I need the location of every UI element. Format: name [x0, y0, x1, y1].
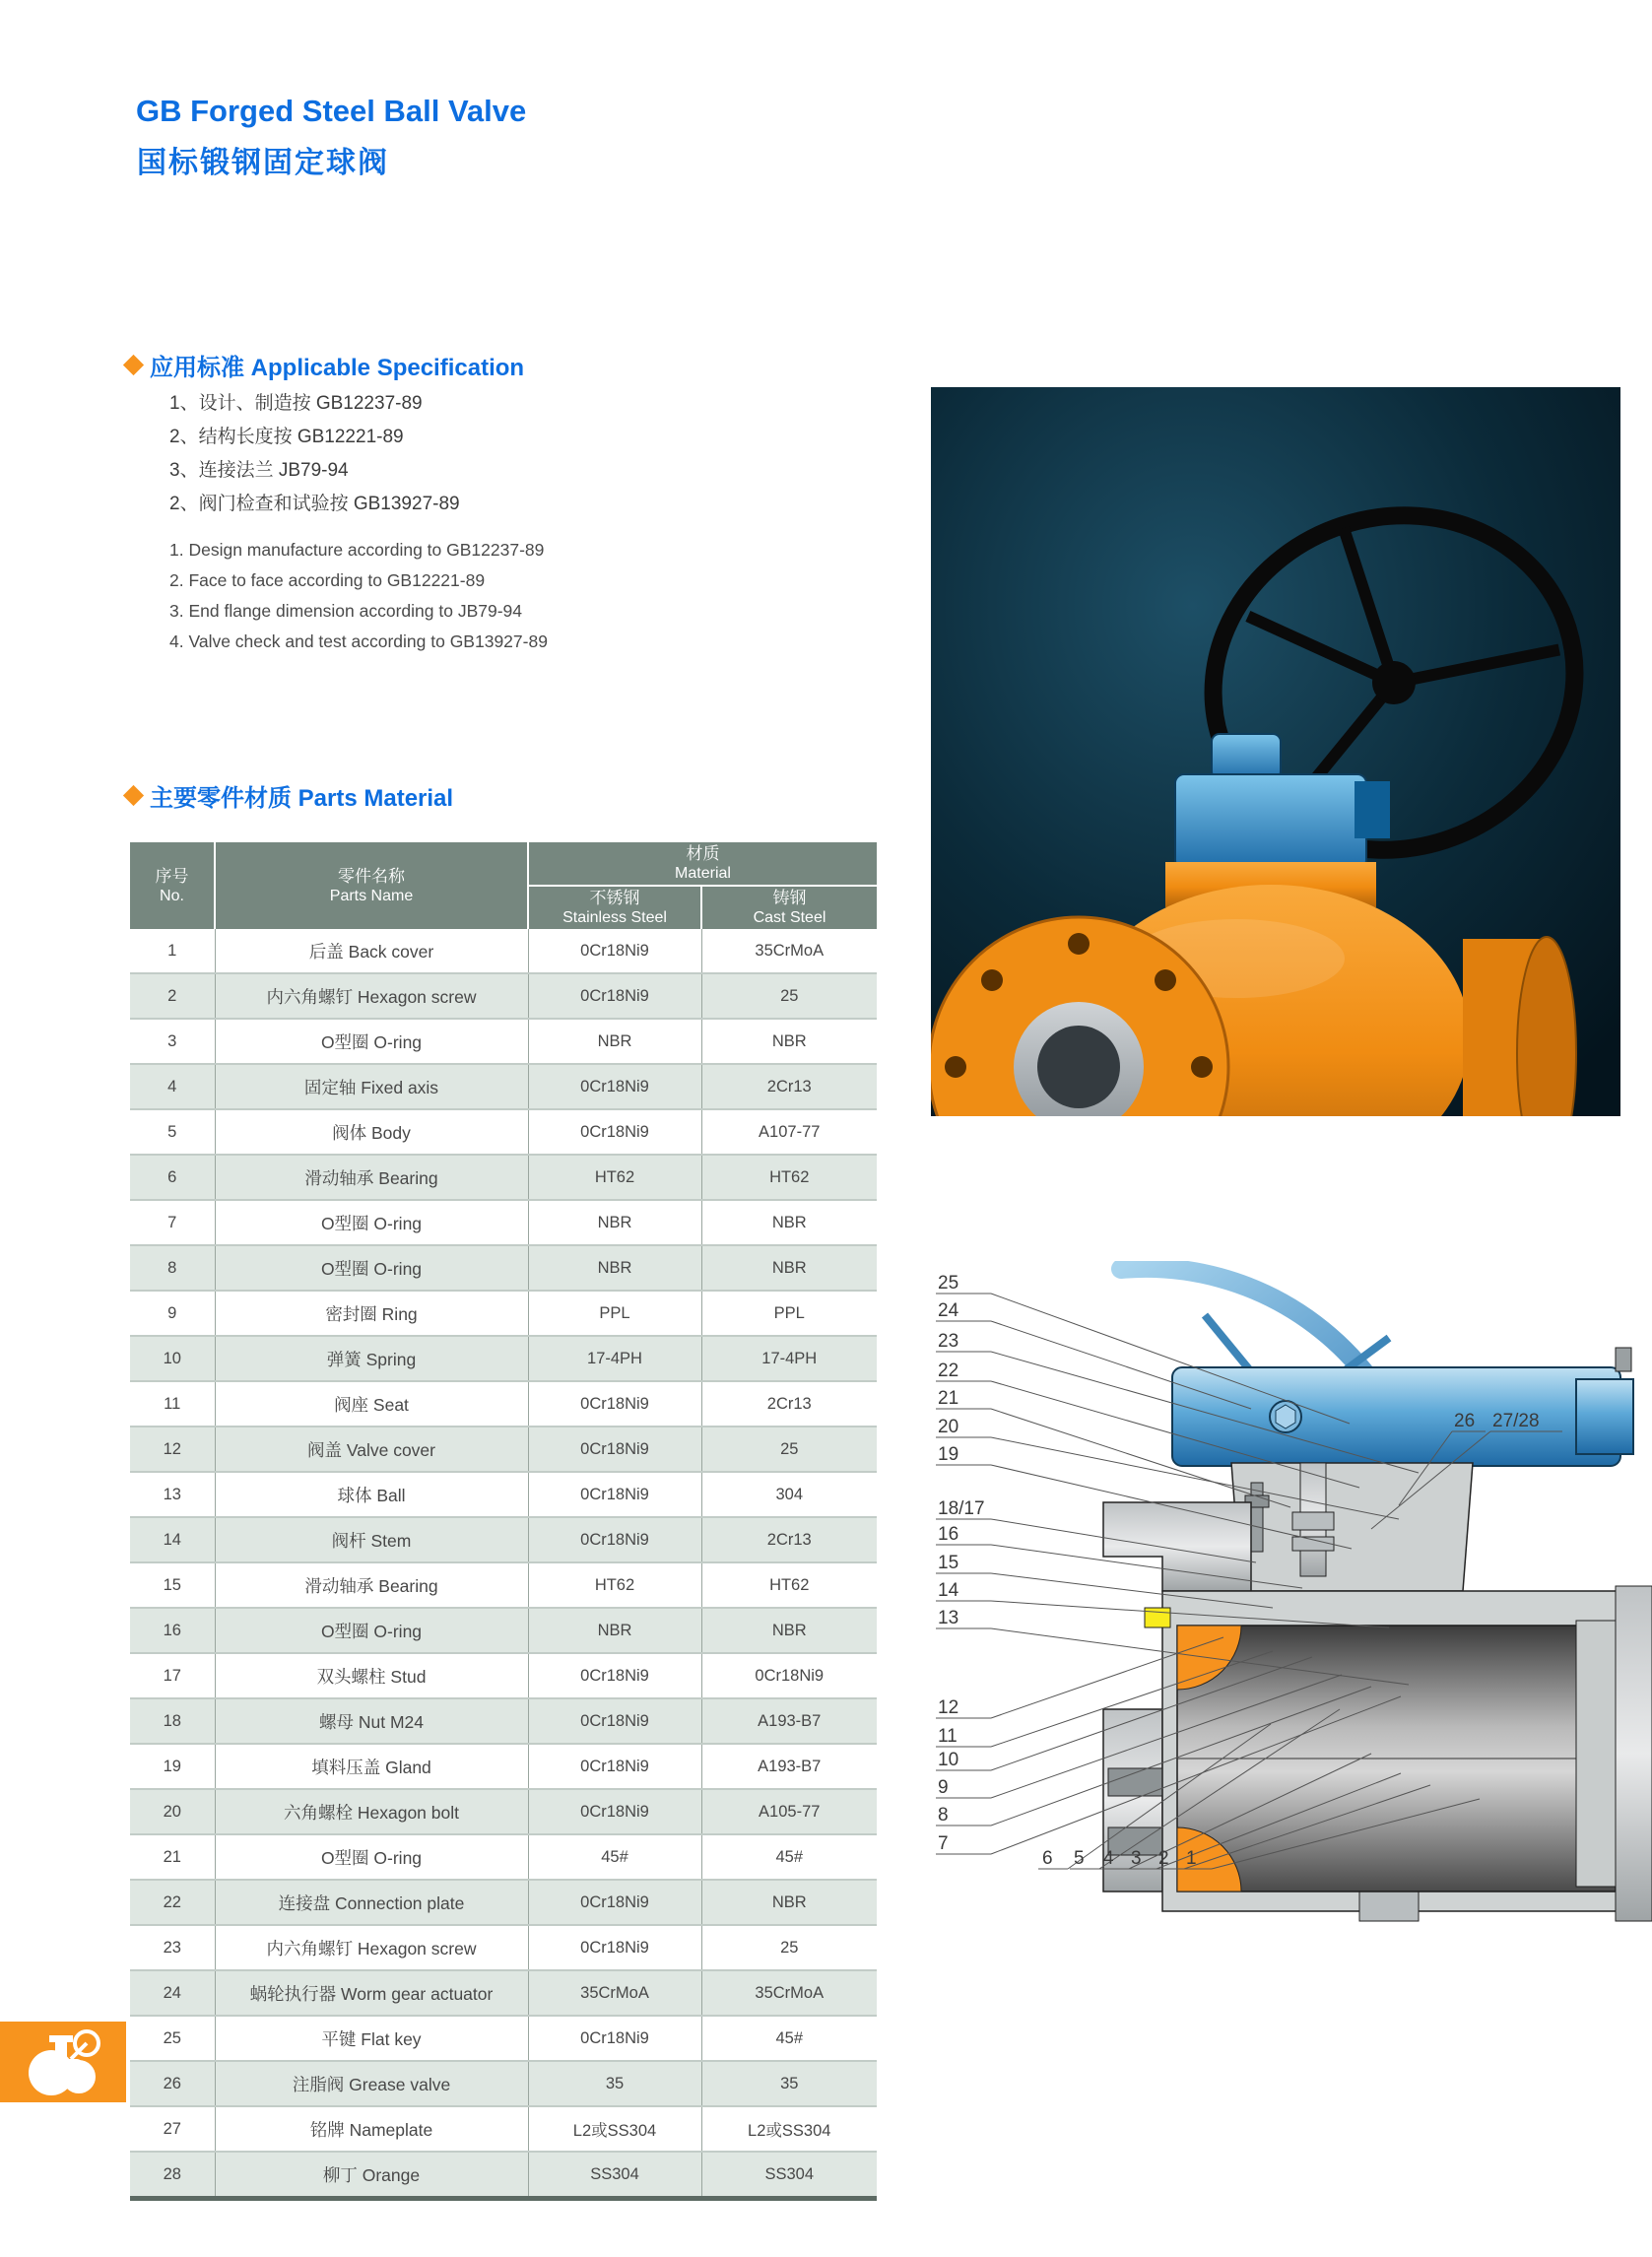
part-no: 16 — [130, 1608, 215, 1653]
table-row — [130, 1970, 877, 2016]
callout-label: 27/28 — [1492, 1411, 1540, 1431]
table-row — [130, 1517, 877, 1562]
callout-label: 18/17 — [938, 1498, 985, 1519]
parts-material-table — [130, 842, 877, 2201]
part-material-cast: 2Cr13 — [701, 1064, 877, 1109]
part-material-stainless: 0Cr18Ni9 — [528, 1925, 701, 1970]
table-row — [130, 2106, 877, 2152]
part-no: 14 — [130, 1517, 215, 1562]
part-material-cast: HT62 — [701, 1562, 877, 1608]
part-material-cast: 25 — [701, 973, 877, 1019]
diamond-bullet-icon — [123, 785, 144, 806]
callout-label: 3 — [1131, 1848, 1142, 1869]
spec-item-zh: 1、设计、制造按 GB12237-89 — [169, 393, 423, 414]
callout-label: 22 — [938, 1361, 959, 1381]
callout-label: 6 — [1042, 1848, 1053, 1869]
part-no: 25 — [130, 2016, 215, 2061]
callout-label: 10 — [938, 1750, 959, 1770]
table-row — [130, 1336, 877, 1381]
table-row — [130, 1019, 877, 1064]
callout-label: 21 — [938, 1388, 959, 1409]
table-row — [130, 2152, 877, 2199]
part-name: 滑动轴承 Bearing — [215, 1155, 528, 1200]
part-no: 22 — [130, 1880, 215, 1925]
part-material-cast: 35CrMoA — [755, 941, 825, 960]
part-name: O型圈 O-ring — [215, 1608, 528, 1653]
part-material-stainless: NBR — [528, 1019, 701, 1064]
part-name: 阀体 Body — [215, 1109, 528, 1155]
part-material-cast: 304 — [701, 1472, 877, 1517]
part-no: 20 — [130, 1789, 215, 1834]
parts-section-heading — [126, 778, 453, 813]
page-title: GB Forged Steel Ball Valve — [136, 94, 527, 128]
part-name: 蜗轮执行器 Worm gear actuator — [215, 1970, 528, 2016]
spec-list-chinese — [169, 387, 460, 521]
part-material-stainless: 45# — [528, 1834, 701, 1880]
col-header-stainless-steel: 不锈钢 Stainless Steel — [528, 886, 701, 929]
part-material-cast: 0Cr18Ni9 — [701, 1653, 877, 1698]
part-material-cast: 17-4PH — [701, 1336, 877, 1381]
part-material-stainless: NBR — [528, 1200, 701, 1245]
part-no: 2 — [130, 973, 215, 1019]
part-name: O型圈 O-ring — [215, 1834, 528, 1880]
cross-section-diagram — [926, 1261, 1652, 1980]
spec-item-zh: 3、连接法兰 JB79-94 — [169, 460, 349, 481]
part-no: 1 — [130, 929, 215, 973]
parts-section-title: 主要零件材质 Parts Material — [150, 785, 454, 812]
part-material-stainless: NBR — [528, 1245, 701, 1291]
part-material-cast: NBR — [701, 1200, 877, 1245]
diagram-bore — [1177, 1626, 1616, 1892]
part-material-stainless: 0Cr18Ni9 — [528, 1789, 701, 1834]
part-material-cast: NBR — [701, 1245, 877, 1291]
part-no: 9 — [130, 1291, 215, 1336]
col-header-parts-name: 零件名称 Parts Name — [215, 842, 528, 929]
part-name: 球体 Ball — [215, 1472, 528, 1517]
spec-section-heading — [126, 348, 524, 382]
callout-label: 19 — [938, 1444, 959, 1465]
diagram-bonnet — [1231, 1463, 1473, 1591]
part-name: 阀盖 Valve cover — [215, 1427, 528, 1472]
part-material-stainless: 0Cr18Ni9 — [528, 1427, 701, 1472]
col-header-cast-steel: 铸钢 Cast Steel — [701, 886, 877, 929]
callout-label: 4 — [1103, 1848, 1114, 1869]
col-header-no: 序号 No. — [130, 842, 215, 929]
table-row — [130, 1925, 877, 1970]
table-row — [130, 1381, 877, 1427]
table-row — [130, 1608, 877, 1653]
part-material-stainless: 0Cr18Ni9 — [528, 1381, 701, 1427]
part-material-cast: L2或SS304 — [701, 2106, 877, 2152]
part-name: 固定轴 Fixed axis — [215, 1064, 528, 1109]
callout-label: 20 — [938, 1417, 959, 1437]
part-no: 26 — [130, 2061, 215, 2106]
callout-label: 16 — [938, 1524, 959, 1545]
table-row — [130, 1834, 877, 1880]
part-name: 螺母 Nut M24 — [215, 1698, 528, 1744]
part-material-stainless: 0Cr18Ni9 — [528, 1744, 701, 1789]
part-name: 阀座 Seat — [215, 1381, 528, 1427]
spec-item-en: 1. Design manufacture according to GB12237-89 — [169, 540, 545, 560]
company-logo-valve-icon — [0, 2022, 126, 2102]
table-row — [130, 1744, 877, 1789]
spec-section-title: 应用标准 Applicable Specification — [150, 355, 525, 381]
callout-label: 25 — [938, 1273, 959, 1294]
part-material-cast: A193-B7 — [701, 1744, 877, 1789]
callout-label: 11 — [938, 1726, 958, 1747]
part-material-cast: NBR — [701, 1608, 877, 1653]
part-material-stainless: 35CrMoA — [528, 1970, 701, 2016]
callout-label: 2 — [1158, 1848, 1169, 1869]
part-material-stainless: 35 — [528, 2061, 701, 2106]
table-row — [130, 1200, 877, 1245]
part-material-cast: HT62 — [701, 1155, 877, 1200]
callout-label: 26 — [1454, 1411, 1476, 1431]
diamond-bullet-icon — [123, 355, 144, 375]
part-no: 28 — [130, 2152, 215, 2199]
part-name: O型圈 O-ring — [215, 1019, 528, 1064]
callout-label: 8 — [938, 1805, 949, 1826]
part-no: 27 — [130, 2106, 215, 2152]
part-name: 注脂阀 Grease valve — [215, 2061, 528, 2106]
spec-item-zh: 2、结构长度按 GB12221-89 — [169, 427, 404, 447]
table-row — [130, 1155, 877, 1200]
diagram-right-flange — [1576, 1586, 1652, 1921]
part-name: O型圈 O-ring — [215, 1200, 528, 1245]
part-name: 柳丁 Orange — [215, 2152, 528, 2199]
part-material-cast: 2Cr13 — [701, 1517, 877, 1562]
part-material-stainless: 0Cr18Ni9 — [528, 973, 701, 1019]
part-material-stainless: L2或SS304 — [528, 2106, 701, 2152]
table-row — [130, 1291, 877, 1336]
part-name: 内六角螺钉 Hexagon screw — [215, 1925, 528, 1970]
part-no: 23 — [130, 1925, 215, 1970]
callout-label: 5 — [1074, 1848, 1085, 1869]
table-row — [130, 1427, 877, 1472]
spec-item-en: 3. End flange dimension according to JB79-94 — [169, 601, 523, 621]
table-row — [130, 1472, 877, 1517]
part-name: 六角螺栓 Hexagon bolt — [215, 1789, 528, 1834]
part-name: 内六角螺钉 Hexagon screw — [215, 973, 528, 1019]
part-no: 18 — [130, 1698, 215, 1744]
part-material-cast: A105-77 — [701, 1789, 877, 1834]
col-header-material: 材质 Material — [528, 842, 877, 886]
part-material-cast: NBR — [701, 1019, 877, 1064]
part-material-cast: NBR — [701, 1880, 877, 1925]
part-material-stainless: 0Cr18Ni9 — [528, 1653, 701, 1698]
part-material-stainless: 0Cr18Ni9 — [528, 1109, 701, 1155]
part-no: 6 — [130, 1155, 215, 1200]
part-material-cast: 2Cr13 — [701, 1381, 877, 1427]
spec-list-english — [169, 535, 548, 657]
callout-label: 15 — [938, 1553, 959, 1573]
product-photo-ball-valve — [931, 387, 1620, 1116]
callout-label: 14 — [938, 1580, 959, 1601]
table-row — [130, 2061, 877, 2106]
part-no: 8 — [130, 1245, 215, 1291]
part-name: 平键 Flat key — [215, 2016, 528, 2061]
part-no: 5 — [130, 1109, 215, 1155]
part-no: 7 — [130, 1200, 215, 1245]
part-material-stainless: 0Cr18Ni9 — [528, 2016, 701, 2061]
table-row — [130, 1109, 877, 1155]
part-material-stainless: 0Cr18Ni9 — [528, 1064, 701, 1109]
part-material-stainless: 0Cr18Ni9 — [528, 1880, 701, 1925]
callout-label: 1 — [1186, 1848, 1197, 1869]
parts-table-header — [130, 842, 877, 929]
part-material-stainless: 0Cr18Ni9 — [528, 1517, 701, 1562]
part-material-cast: 25 — [701, 1427, 877, 1472]
part-name: 填料压盖 Gland — [215, 1744, 528, 1789]
part-no: 21 — [130, 1834, 215, 1880]
part-name: 密封圈 Ring — [215, 1291, 528, 1336]
part-name: 铭牌 Nameplate — [215, 2106, 528, 2152]
part-name: 弹簧 Spring — [215, 1336, 528, 1381]
part-material-cast: 25 — [701, 1925, 877, 1970]
part-material-cast: 45# — [701, 1834, 877, 1880]
part-no: 24 — [130, 1970, 215, 2016]
callout-label: 23 — [938, 1331, 959, 1352]
part-no: 12 — [130, 1427, 215, 1472]
part-name: 后盖 Back cover — [215, 929, 528, 973]
part-material-cast: SS304 — [701, 2152, 877, 2199]
table-row — [130, 973, 877, 1019]
part-material-stainless: 0Cr18Ni9 — [528, 1472, 701, 1517]
part-material-cast: PPL — [701, 1291, 877, 1336]
part-no: 13 — [130, 1472, 215, 1517]
part-name: 阀杆 Stem — [215, 1517, 528, 1562]
part-material-cast: A107-77 — [701, 1109, 877, 1155]
part-no: 3 — [130, 1019, 215, 1064]
part-no: 17 — [130, 1653, 215, 1698]
callout-label: 7 — [938, 1833, 949, 1854]
spec-item-en: 2. Face to face according to GB12221-89 — [169, 570, 486, 590]
callout-label: 12 — [938, 1697, 959, 1718]
part-name: 双头螺柱 Stud — [215, 1653, 528, 1698]
part-material-cast: A193-B7 — [701, 1698, 877, 1744]
part-material-cast: 45# — [701, 2016, 877, 2061]
spec-item-en: 4. Valve check and test according to GB13927-89 — [169, 631, 548, 651]
part-material-stainless: HT62 — [528, 1562, 701, 1608]
part-material-cast: 35CrMoA — [701, 1970, 877, 2016]
spec-item-zh: 2、阀门检查和试验按 GB13927-89 — [169, 494, 460, 514]
callout-label: 9 — [938, 1777, 949, 1798]
part-no: 11 — [130, 1381, 215, 1427]
table-row — [130, 1562, 877, 1608]
page-title-chinese: 国标锻钢固定球阀 — [137, 147, 389, 179]
part-material-cast: 35 — [701, 2061, 877, 2106]
part-no: 10 — [130, 1336, 215, 1381]
part-material-stainless: 0Cr18Ni9 — [528, 1698, 701, 1744]
part-material-stainless: PPL — [528, 1291, 701, 1336]
table-row — [130, 1245, 877, 1291]
part-material-stainless: HT62 — [528, 1155, 701, 1200]
parts-table-body — [130, 929, 877, 2199]
table-row — [130, 929, 877, 973]
callout-label: 24 — [938, 1300, 959, 1321]
part-no: 15 — [130, 1562, 215, 1608]
callout-label: 13 — [938, 1608, 959, 1628]
part-name: O型圈 O-ring — [215, 1245, 528, 1291]
part-no: 19 — [130, 1744, 215, 1789]
table-row — [130, 2016, 877, 2061]
part-material-stainless: 0Cr18Ni9 — [528, 929, 701, 973]
part-material-stainless: NBR — [528, 1608, 701, 1653]
table-row — [130, 1653, 877, 1698]
part-material-stainless: 17-4PH — [528, 1336, 701, 1381]
part-no: 4 — [130, 1064, 215, 1109]
table-row — [130, 1789, 877, 1834]
part-material-stainless: SS304 — [528, 2152, 701, 2199]
table-row — [130, 1880, 877, 1925]
table-row — [130, 1064, 877, 1109]
table-row — [130, 1698, 877, 1744]
part-name: 连接盘 Connection plate — [215, 1880, 528, 1925]
part-name: 滑动轴承 Bearing — [215, 1562, 528, 1608]
